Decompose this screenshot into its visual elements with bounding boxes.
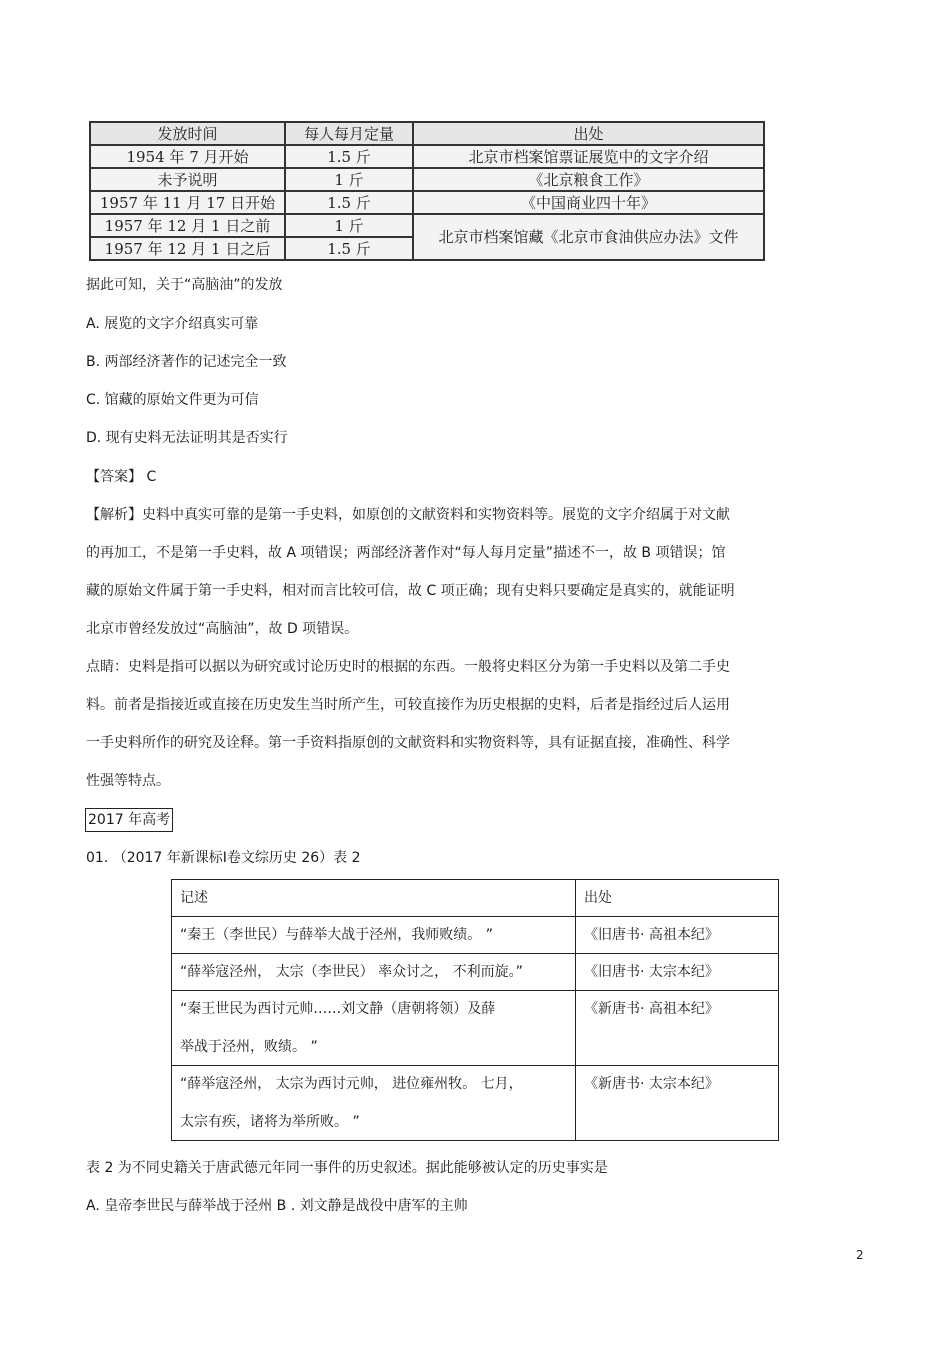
table-header-row bbox=[172, 880, 779, 917]
table-cell: 《旧唐书· 高祖本纪》 bbox=[576, 917, 779, 954]
table-header-cell: 每人每月定量 bbox=[285, 122, 413, 145]
table-cell: 1957 年 12 月 1 日之前 bbox=[90, 214, 285, 237]
table-cell: 1957 年 11 月 17 日开始 bbox=[90, 191, 285, 214]
answer: 【答案】 C bbox=[86, 469, 157, 485]
table-row bbox=[172, 917, 779, 954]
table-cell: 1 斤 bbox=[285, 168, 413, 191]
table-cell: 1957 年 12 月 1 日之后 bbox=[90, 237, 285, 260]
table-row bbox=[172, 954, 779, 991]
table-cell bbox=[172, 1066, 576, 1141]
comment-line: 点睛：史料是指可以据以为研究或讨论历史时的根据的东西。一般将史料区分为第一手史料以及第二手史 bbox=[86, 659, 730, 675]
section-label: 2017 年高考 bbox=[85, 808, 173, 832]
analysis-line: 【解析】史料中真实可靠的是第一手史料，如原创的文献资料和实物资料等。展览的文字介绍属于对文献 bbox=[86, 507, 730, 523]
option-c: C. 馆藏的原始文件更为可信 bbox=[86, 392, 259, 408]
question-stem: 据此可知，关于“高脑油”的发放 bbox=[86, 277, 283, 293]
record-text: “秦王世民为西讨元帅……刘文静（唐朝将领）及薛 bbox=[180, 1001, 496, 1017]
table-cell: 1954 年 7 月开始 bbox=[90, 145, 285, 168]
table-cell: 未予说明 bbox=[90, 168, 285, 191]
table-cell: 1 斤 bbox=[285, 214, 413, 237]
table-cell: 北京市档案馆藏《北京市食油供应办法》文件 bbox=[413, 214, 764, 260]
record-text: 太宗有疾，诸将为举所败。 ” bbox=[180, 1114, 360, 1130]
table-row bbox=[90, 168, 764, 191]
question2-title: 01. （2017 年新课标Ⅰ卷文综历史 26）表 2 bbox=[86, 850, 361, 866]
table-header-row bbox=[90, 122, 764, 145]
table-row bbox=[172, 991, 779, 1066]
table-cell: 《新唐书· 太宗本纪》 bbox=[576, 1066, 779, 1141]
analysis-line: 北京市曾经发放过“高脑油”，故 D 项错误。 bbox=[86, 621, 359, 637]
option-b: B. 两部经济著作的记述完全一致 bbox=[86, 354, 287, 370]
table-header-cell: 出处 bbox=[413, 122, 764, 145]
table-cell: 1.5 斤 bbox=[285, 191, 413, 214]
question2-stem: 表 2 为不同史籍关于唐武德元年同一事件的历史叙述。据此能够被认定的历史事实是 bbox=[86, 1160, 608, 1176]
table-row bbox=[90, 214, 764, 237]
analysis-line: 的再加工，不是第一手史料，故 A 项错误；两部经济著作对“每人每月定量”描述不一，故 B 项错误；馆 bbox=[86, 545, 726, 561]
table-cell bbox=[172, 917, 576, 954]
record-text: “薛举寇泾州， 太宗（李世民） 率众讨之， 不利而旋。” bbox=[180, 964, 523, 980]
comment-line: 一手史料所作的研究及诠释。第一手资料指原创的文献资料和实物资料等，具有证据直接，准确性、科学 bbox=[86, 735, 730, 751]
table-cell bbox=[172, 954, 576, 991]
table-cell: 《中国商业四十年》 bbox=[413, 191, 764, 214]
comment-line: 性强等特点。 bbox=[86, 773, 170, 789]
table-row bbox=[172, 1066, 779, 1141]
table-cell: 1.5 斤 bbox=[285, 145, 413, 168]
table-header-cell: 记述 bbox=[172, 880, 576, 917]
option-d: D. 现有史料无法证明其是否实行 bbox=[86, 430, 288, 446]
table-header-cell: 出处 bbox=[576, 880, 779, 917]
page-number: 2 bbox=[856, 1248, 864, 1262]
table-cell: 北京市档案馆票证展览中的文字介绍 bbox=[413, 145, 764, 168]
table-cell: 《新唐书· 高祖本纪》 bbox=[576, 991, 779, 1066]
table-row bbox=[90, 145, 764, 168]
option-a: A. 展览的文字介绍真实可靠 bbox=[86, 316, 259, 332]
table-cell bbox=[172, 991, 576, 1066]
question2-options: A. 皇帝李世民与薛举战于泾州 B . 刘文静是战役中唐军的主帅 bbox=[86, 1198, 468, 1214]
table-row bbox=[90, 191, 764, 214]
history-records-table bbox=[171, 879, 779, 1141]
comment-line: 料。前者是指接近或直接在历史发生当时所产生，可较直接作为历史根据的史料，后者是指经过后人运用 bbox=[86, 697, 730, 713]
table-header-cell: 发放时间 bbox=[90, 122, 285, 145]
record-text: 举战于泾州，败绩。 ” bbox=[180, 1039, 318, 1055]
table-cell: 1.5 斤 bbox=[285, 237, 413, 260]
record-text: “秦王（李世民）与薛举大战于泾州，我师败绩。 ” bbox=[180, 927, 493, 943]
table-cell: 《旧唐书· 太宗本纪》 bbox=[576, 954, 779, 991]
analysis-line: 藏的原始文件属于第一手史料，相对而言比较可信，故 C 项正确；现有史料只要确定是真实的，就能证明 bbox=[86, 583, 735, 599]
ration-table bbox=[89, 121, 765, 261]
table-cell: 《北京粮食工作》 bbox=[413, 168, 764, 191]
record-text: “薛举寇泾州， 太宗为西讨元帅， 进位雍州牧。 七月， bbox=[180, 1076, 523, 1092]
